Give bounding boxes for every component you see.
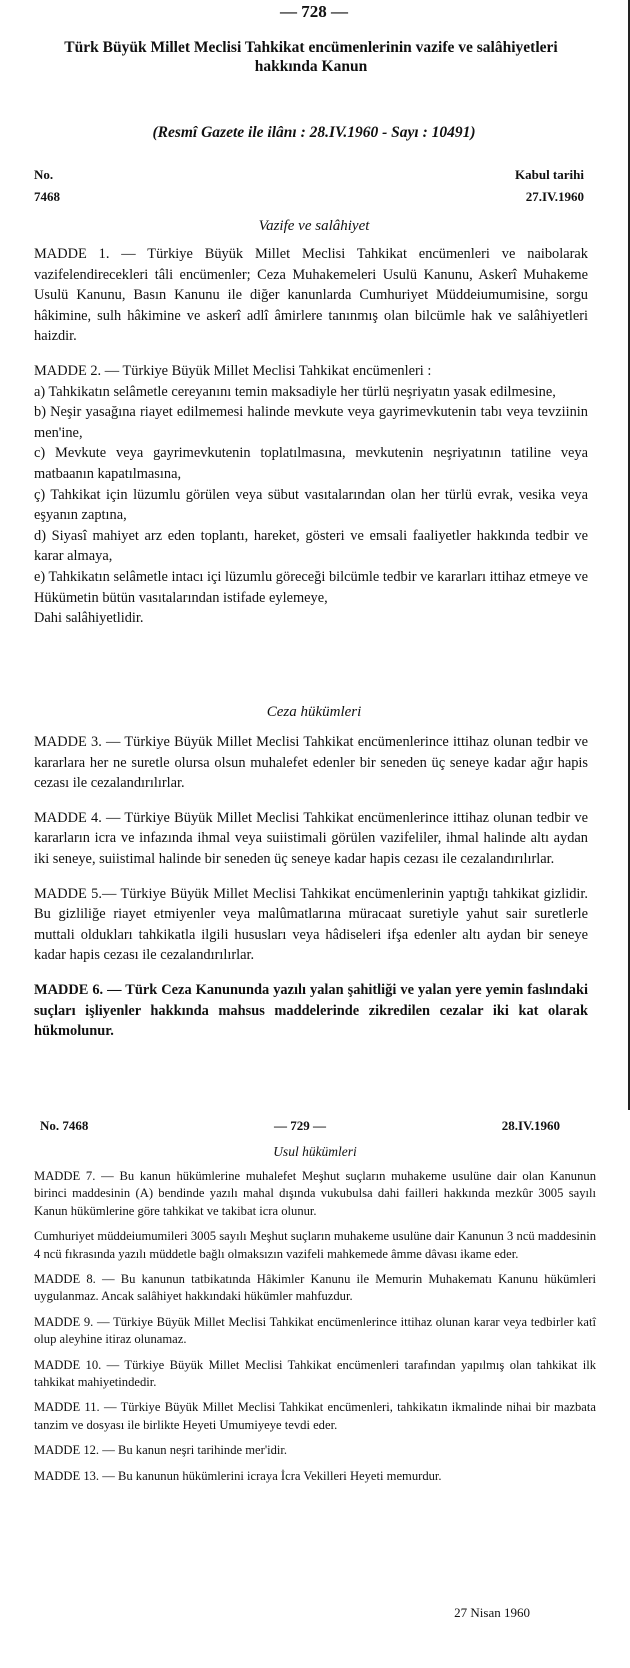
page-number: — 728 — xyxy=(280,2,348,21)
acceptance-date-value: 27.IV.1960 xyxy=(525,189,584,204)
law-number: No. 7468 xyxy=(40,1118,89,1133)
page-number: — 729 — xyxy=(274,1118,326,1133)
article-11: MADDE 11. — Türkiye Büyük Millet Meclisi Tahkikat encümenleri, tahkikatın ikmalinde nihai bir mazbata tanzim ve dosyası ile birlikte Heyeti Umumiyeye tevdi eder. xyxy=(34,1400,596,1432)
article-10: MADDE 10. — Türkiye Büyük Millet Meclisi Tahkikat encümenleri tarafından yapılmış olan tahkikat ilk tahkikat mahiyetindedir. xyxy=(34,1357,596,1390)
article-2-end: Dahi salâhiyetlidir. xyxy=(34,610,144,627)
articles-7-13 xyxy=(34,1168,596,1493)
law-number-value: 7468 xyxy=(34,189,60,204)
article-6: MADDE 6. — Türk Ceza Kanununda yazılı yalan şahitliği ve yalan yere yemin faslındaki suçları işliyenler hakkında mahsus maddelerinde zikredilen cezalar iki kat olarak hükmolunur. xyxy=(34,981,588,1040)
article-3: MADDE 3. — Türkiye Büyük Millet Meclisi Tahkikat encümenlerince ittihaz olunan tedbir ve kararlara her ne suretle olursa olsun muhalefet edenler bir seneden üç seneye kadar ağır hapis cezası ile cezalandırılırlar. xyxy=(34,734,588,792)
article-7: MADDE 7. — Bu kanun hükümlerine muhalefet Meşhut suçların muhakeme usulüne dair olan Kanunun birinci maddesinin (A) bendinde yazılı mahal dışında vukubulsa dahi failleri hakkında mezkûr 3005 sayılı Kanun hükümlerine göre tahkikat ve takibat icra olunur. xyxy=(34,1169,596,1218)
article-2-intro: MADDE 2. — Türkiye Büyük Millet Meclisi Tahkikat encümenleri : xyxy=(34,362,432,379)
section-heading: Vazife ve salâhiyet xyxy=(258,218,370,234)
article-2-item-e: e) Tahkikatın selâmetle intacı içi lüzumlu göreceği bilcümle tedbir ve kararları ittihaz etmeye ve Hükümetin bütün vasıtalarından istifade eylemeye, xyxy=(34,568,588,606)
article-4: MADDE 4. — Türkiye Büyük Millet Meclisi Tahkikat encümenlerince ittihaz olunan tedbir ve kararların icra ve infazında ihmal veya suiistimali görülen vazifeliler, ihmal halinde altı aydan iki seneye, suiistimal halinde bir seneden üç seneye kadar hapis cezası ile cezalandırılırlar. xyxy=(34,809,588,867)
article-2-item-b: b) Neşir yasağına riayet edilmemesi halinde mevkute veya gayrimevkutenin tabı veya tevziinin men'ine, xyxy=(34,404,588,441)
articles-1-2 xyxy=(34,244,588,629)
article-12: MADDE 12. — Bu kanun neşri tarihinde mer'idir. xyxy=(34,1443,288,1458)
article-13: MADDE 13. — Bu kanunun hükümlerini icraya İcra Vekilleri Heyeti memurdur. xyxy=(34,1468,442,1483)
acceptance-date-label: Kabul tarihi xyxy=(515,167,584,182)
article-2-item-d: d) Siyasî mahiyet arz eden toplantı, hareket, gösteri ve emsali faaliyetler hakkında tedbir ve karar almaya, xyxy=(34,527,588,565)
article-8: MADDE 8. — Bu kanunun tatbikatında Hâkimler Kanunu ile Memurin Muhakematı Kanunu hükümleri uygulanmaz. Ancak salâhiyet hakkındaki hükümler mahfuzdur. xyxy=(34,1272,596,1304)
gazette-reference: (Resmî Gazete ile ilânı : 28.IV.1960 - Sayı : 10491) xyxy=(152,124,476,141)
article-5: MADDE 5.— Türkiye Büyük Millet Meclisi Tahkikat encümenlerinin yaptığı tahkikat gizlidir. Bu gizliliğe riayet etmiyenler veya malûmatlarına müracaat suretiyle yahut sair suretlerle muttali oldukları tahkikatla ilgili hususları veya hâdiseleri ifşa edenler altı aydan bir seneye kadar hapis cezası ile cezalandırılırlar. xyxy=(34,885,588,964)
article-2-item-a: a) Tahkikatın selâmetle cereyanını temin maksadiyle her türlü neşriyatın yasak edilmesine, xyxy=(34,383,556,400)
signature-date: 27 Nisan 1960 xyxy=(454,1605,530,1620)
article-1: MADDE 1. — Türkiye Büyük Millet Meclisi Tahkikat encümenleri ve naibolarak vazifelendirecekleri tâli encümenler; Ceza Muhakemeleri Usulü Kanunu, Askerî Muhakeme Usulü Kanunu, Basın Kanunu ile diğer kanunlarda Cumhuriyet Müddeiumumisine, sorgu hâkimine, sulh hâkimine ve askerî adlî âmirlere tanınmış olan bilcümle hak ve salâhiyetleri haizdir. xyxy=(34,246,588,345)
acceptance-date-block xyxy=(515,164,584,208)
section-heading: Usul hükümleri xyxy=(273,1144,357,1159)
article-2-item-cc: ç) Tahkikat için lüzumlu görülen veya sübut vasıtalarından olan her türlü evrak, vesika veya eşyanın zaptına, xyxy=(34,486,588,524)
header-date: 28.IV.1960 xyxy=(501,1118,560,1133)
article-7-paragraph-2: Cumhuriyet müddeiumumileri 3005 sayılı Meşhut suçların muhakeme usulüne dair Kanunun 3 ncü maddesinin 4 ncü fıkrasında yazılı müddetle bağlı olmaksızın vazifeli mahkemede âmme dâvası ikame eder. xyxy=(34,1229,596,1261)
article-9: MADDE 9. — Türkiye Büyük Millet Meclisi Tahkikat encümenlerince ittihaz olunan karar veya tedbirler katî olup aleyhine itiraz olunamaz. xyxy=(34,1314,596,1347)
law-number-block xyxy=(34,164,60,208)
articles-3-6 xyxy=(34,732,588,1056)
law-number-label: No. xyxy=(34,167,54,182)
article-2-item-c: c) Mevkute veya gayrimevkutenin toplatılmasına, mevkutenin neşriyatının tatiline veya matbaanın kapatılmasına, xyxy=(34,445,588,482)
section-heading: Ceza hükümleri xyxy=(266,704,362,720)
law-title: Türk Büyük Millet Meclisi Tahkikat encümenlerinin vazife ve salâhiyetleri hakkında Kanun xyxy=(64,39,558,75)
